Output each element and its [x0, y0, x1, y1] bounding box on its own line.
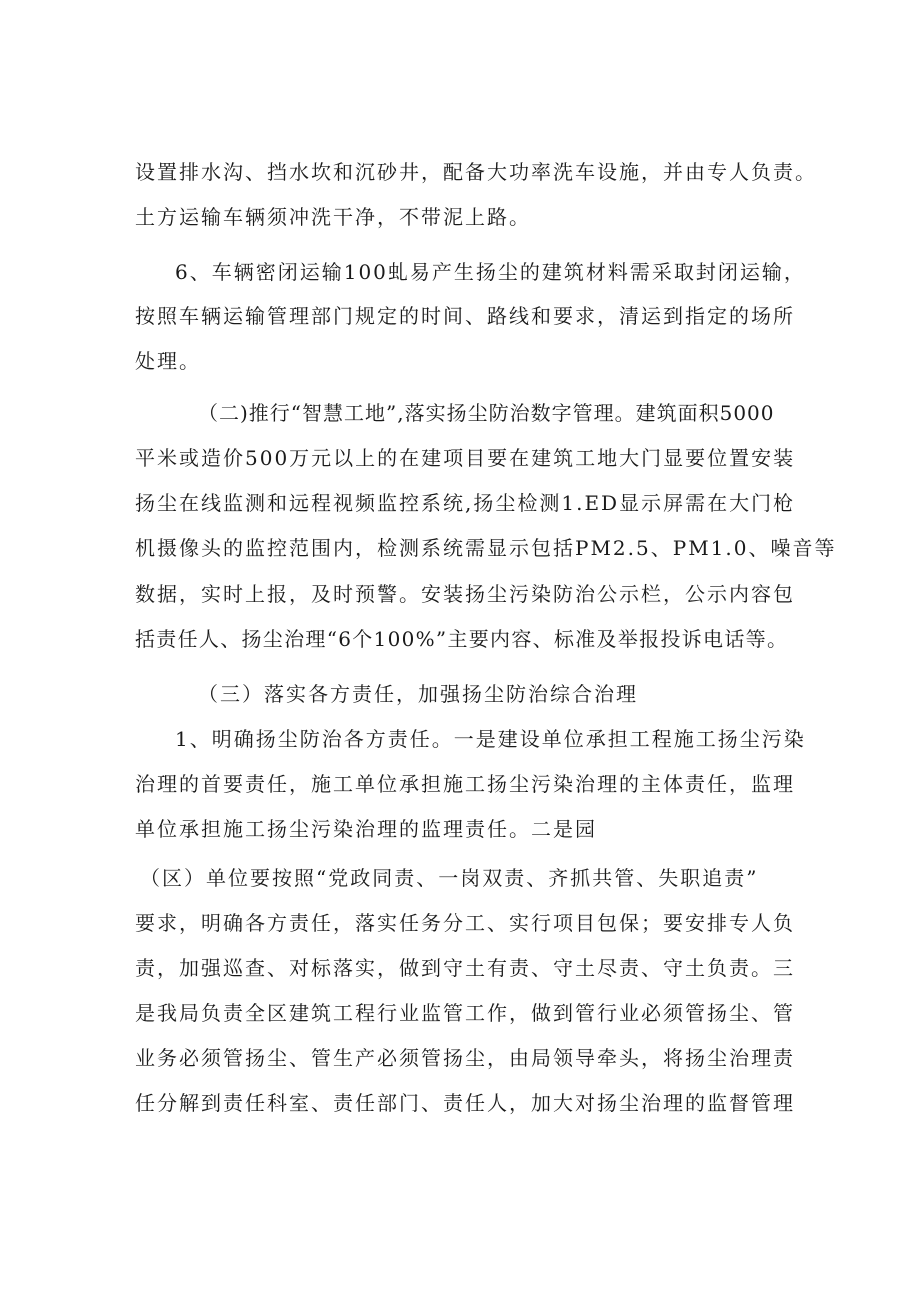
paragraph-line: 业务必须管扬尘、管生产必须管扬尘，由局领导牵头，将扬尘治理责 [135, 1046, 795, 1070]
paragraph-line: 单位承担施工扬尘污染治理的监理责任。二是园 [135, 817, 597, 841]
paragraph-line: 任分解到责任科室、责任部门、责任人，加大对扬尘治理的监督管理 [135, 1091, 795, 1115]
paragraph-line: 治理的首要责任，施工单位承担施工扬尘污染治理的主体责任，监理 [135, 772, 795, 796]
section-heading-2: （二)推行“智慧工地”,落实扬尘防治数字管理。建筑面积5000 [198, 401, 775, 425]
paragraph-line: 责，加强巡查、对标落实，做到守土有责、守土尽责、守土负责。三 [135, 956, 795, 980]
paragraph-line: 是我局负责全区建筑工程行业监管工作，做到管行业必须管扬尘、管 [135, 1001, 795, 1025]
paragraph-line: 处理。 [135, 349, 201, 373]
paragraph-line: 括责任人、扬尘治理“6个100%”主要内容、标准及举报投诉电话等。 [135, 627, 789, 651]
paragraph-line: 要求，明确各方责任，落实任务分工、实行项目包保；要安排专人负 [135, 911, 795, 935]
paragraph-line: （区）单位要按照“党政同责、一岗双责、齐抓共管、失职追责” [140, 866, 759, 890]
paragraph-line: 数据，实时上报，及时预警。安装扬尘污染防治公示栏，公示内容包 [135, 582, 795, 606]
paragraph-line: 机摄像头的监控范围内，检测系统需显示包括PM2.5、PM1.0、噪音等 [135, 536, 837, 560]
paragraph-line: 扬尘在线监测和远程视频监控系统,扬尘检测1.ED显示屏需在大门枪 [135, 491, 796, 515]
paragraph-line: 平米或造价500万元以上的在建项目要在建筑工地大门显要位置安装 [135, 446, 796, 470]
section-heading-3: （三）落实各方责任，加强扬尘防治综合治理 [198, 682, 638, 706]
paragraph-line: 设置排水沟、挡水坎和沉砂井，配备大功率洗车设施，并由专人负责。 [135, 160, 817, 184]
paragraph-line: 土方运输车辆须冲洗干净，不带泥上路。 [135, 205, 531, 229]
paragraph-line: 1、明确扬尘防治各方责任。一是建设单位承担工程施工扬尘污染 [175, 727, 806, 751]
paragraph-line: 按照车辆运输管理部门规定的时间、路线和要求，清运到指定的场所 [135, 304, 795, 328]
paragraph-line: 6、车辆密闭运输100虬易产生扬尘的建筑材料需采取封闭运输， [175, 260, 806, 284]
